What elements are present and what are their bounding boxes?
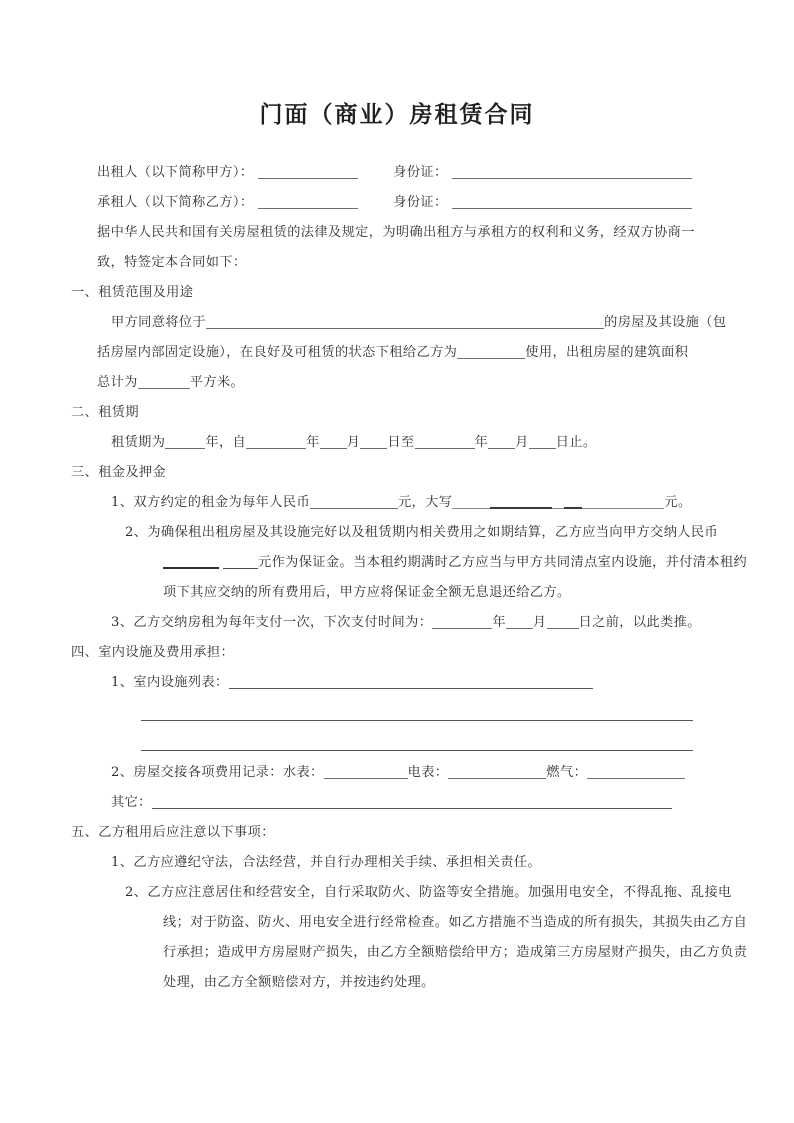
- s5-i1-no: 1、: [111, 855, 134, 870]
- section-4-number: 四、: [71, 645, 99, 660]
- s3-i1-b: 元，大写: [398, 495, 453, 510]
- section-4-title: 室内设施及费用承担：: [98, 645, 235, 660]
- next-payment-month-blank[interactable]: [506, 613, 533, 629]
- lessee-name-blank[interactable]: [258, 193, 358, 209]
- page-title: 门面（商业）房租赁合同: [259, 101, 535, 128]
- section-5-item-1: [97, 848, 693, 878]
- section-4-heading: [71, 638, 693, 668]
- gas-label: 燃气：: [546, 765, 588, 780]
- lessee-row: [97, 188, 693, 218]
- term-end-month-blank[interactable]: [488, 433, 515, 449]
- s3-i3-a: 乙方交纳房租为每年支付一次，下次支付时间为：: [133, 615, 433, 630]
- s5-i2-l1: 乙方应注意居住和经营安全，自行采取防火、防盗等安全措施。加强用电安全，不得乱拖、乱接电: [147, 885, 732, 900]
- section-2-term-row: [97, 428, 693, 458]
- s3-i3-b: 年: [492, 615, 506, 630]
- section-2-title: 租赁期: [98, 405, 139, 420]
- section-5-number: 五、: [71, 825, 99, 840]
- water-meter-blank[interactable]: [324, 763, 408, 779]
- annual-rent-blank[interactable]: [310, 493, 398, 509]
- term-label: 租赁期为: [111, 435, 166, 450]
- next-payment-year-blank[interactable]: [432, 613, 492, 629]
- section-5-item-2-line-3: 行承担；造成甲方房屋财产损失，由乙方全额赔偿给甲方；造成第三方房屋财产损失，由乙方负责: [163, 945, 748, 960]
- annual-rent-words-blank[interactable]: [452, 493, 664, 509]
- s3-i3-d: 日之前，以此类推。: [578, 615, 701, 630]
- s3-i1-no: 1、: [111, 495, 134, 510]
- property-address-blank[interactable]: [206, 313, 604, 329]
- term-t3: 年: [306, 435, 320, 450]
- lessor-label: 出租人（以下简称甲方）：: [97, 165, 254, 180]
- section-1-number: 一、: [71, 285, 99, 300]
- term-t8: 日止。: [555, 435, 597, 450]
- term-start-day-blank[interactable]: [360, 433, 387, 449]
- s1-text-e: 总计为: [97, 375, 138, 390]
- deposit-amount-blank[interactable]: [163, 554, 258, 569]
- section-5-title: 乙方租用后应注意以下事项：: [98, 825, 275, 840]
- section-3-item-2-line-1: [97, 518, 719, 548]
- rule-segment: [490, 507, 552, 509]
- lessee-id-label: 身份证：: [393, 195, 448, 210]
- electric-meter-blank[interactable]: [448, 763, 546, 779]
- section-3-item-1: [97, 488, 693, 518]
- s4-i1-no: 1、: [111, 675, 134, 690]
- s3-i3-no: 3、: [111, 615, 134, 630]
- facility-list-blank-3[interactable]: [141, 750, 693, 751]
- section-3-heading: [71, 458, 693, 488]
- facility-list-row-3: [97, 728, 693, 758]
- section-5-item-2-line-1: [97, 878, 732, 908]
- facility-list-blank-2[interactable]: [141, 720, 693, 721]
- electric-label: 电表：: [407, 765, 449, 780]
- term-t5: 日至: [387, 435, 415, 450]
- term-start-month-blank[interactable]: [320, 433, 347, 449]
- section-3-number: 三、: [71, 465, 99, 480]
- section-4-item-2: [97, 758, 693, 788]
- s1-text-c: 括房屋内部固定设施），在良好及可租赁的状态下租给乙方为: [97, 345, 458, 360]
- lessor-id-blank[interactable]: [452, 163, 692, 179]
- other-label: 其它：: [111, 795, 152, 810]
- section-5-heading: [71, 818, 693, 848]
- other-fees-blank[interactable]: [152, 793, 672, 809]
- preamble-line-2: 致，特签定本合同如下：: [97, 255, 247, 270]
- s3-i3-c: 月: [532, 615, 547, 630]
- s3-i2-l1: 为确保租出租房屋及其设施完好以及租赁期内相关费用之如期结算，乙方应当向甲方交纳人民币: [147, 525, 719, 540]
- rule-segment: [564, 507, 582, 509]
- section-1-heading: [71, 278, 693, 308]
- section-3-item-2-line-3: 项下其应交纳的所有费用后，甲方应将保证金全额无息退还给乙方。: [163, 585, 571, 600]
- section-2-number: 二、: [71, 405, 99, 420]
- section-3-item-2-line-2: [97, 548, 748, 578]
- s1-text-f: 平方米。: [189, 375, 245, 390]
- term-t2: 年，自: [205, 435, 247, 450]
- lessor-id-label: 身份证：: [393, 165, 448, 180]
- lessor-row: [97, 158, 693, 188]
- document-body: [71, 158, 748, 998]
- section-5-item-2-line-4: 处理，由乙方全额赔偿对方，并按违约处理。: [163, 975, 435, 990]
- water-label: 水表：: [282, 765, 324, 780]
- section-4-other-row: [97, 788, 693, 818]
- term-years-blank[interactable]: [165, 433, 205, 449]
- s3-i2-no: 2、: [125, 525, 148, 540]
- section-4-item-1: [97, 668, 693, 698]
- gas-meter-blank[interactable]: [587, 763, 685, 779]
- section-1-title: 租赁范围及用途: [98, 285, 194, 300]
- section-1-line-3: [97, 368, 693, 398]
- term-start-year-blank[interactable]: [246, 433, 306, 449]
- s3-i1-a: 双方约定的租金为每年人民币: [133, 495, 311, 510]
- property-area-blank[interactable]: [138, 373, 190, 389]
- s1-text-b: 的房屋及其设施（包: [604, 315, 727, 330]
- s3-i1-c: 元。: [664, 495, 692, 510]
- section-1-line-2: [97, 338, 693, 368]
- term-t7: 月: [515, 435, 529, 450]
- facility-list-row-2: [97, 698, 693, 728]
- term-t4: 月: [346, 435, 361, 450]
- s4-i1-label: 室内设施列表：: [133, 675, 229, 690]
- s5-i2-no: 2、: [125, 885, 148, 900]
- lessee-id-blank[interactable]: [452, 193, 692, 209]
- section-3-title: 租金及押金: [98, 465, 167, 480]
- lessee-label: 承租人（以下简称乙方）：: [97, 195, 254, 210]
- lessor-name-blank[interactable]: [258, 163, 358, 179]
- section-3-item-3: [97, 608, 701, 638]
- s3-i2-l2: 元作为保证金。当本租约期满时乙方应当与甲方共同清点室内设施，并付清本租约: [258, 555, 748, 570]
- section-1-line-1: [97, 308, 727, 338]
- s1-text-d: 使用，出租房屋的建筑面积: [525, 345, 689, 360]
- next-payment-day-blank[interactable]: [547, 613, 579, 629]
- section-5-item-2-line-2: 线；对于防盗、防火、用电安全进行经常检查。如乙方措施不当造成的所有损失，其损失由乙方自: [163, 915, 748, 930]
- term-end-year-blank[interactable]: [415, 433, 475, 449]
- term-t6: 年: [474, 435, 489, 450]
- property-usage-blank[interactable]: [457, 343, 525, 359]
- s5-i1-text: 乙方应遵纪守法，合法经营，并自行办理相关手续、承担相关责任。: [133, 855, 542, 870]
- section-2-heading: [71, 398, 693, 428]
- term-end-day-blank[interactable]: [529, 433, 556, 449]
- s1-text-a: 甲方同意将位于: [111, 315, 207, 330]
- facility-list-blank-1[interactable]: [229, 673, 593, 689]
- s4-i2-label: 房屋交接各项费用记录：: [133, 765, 283, 780]
- rule-segment: [163, 567, 219, 569]
- rule-segment: [223, 568, 258, 569]
- preamble-line-1: 据中华人民共和国有关房屋租赁的法律及规定，为明确出租方与承租方的权利和义务，经双方协商一: [97, 225, 695, 240]
- s4-i2-no: 2、: [111, 765, 134, 780]
